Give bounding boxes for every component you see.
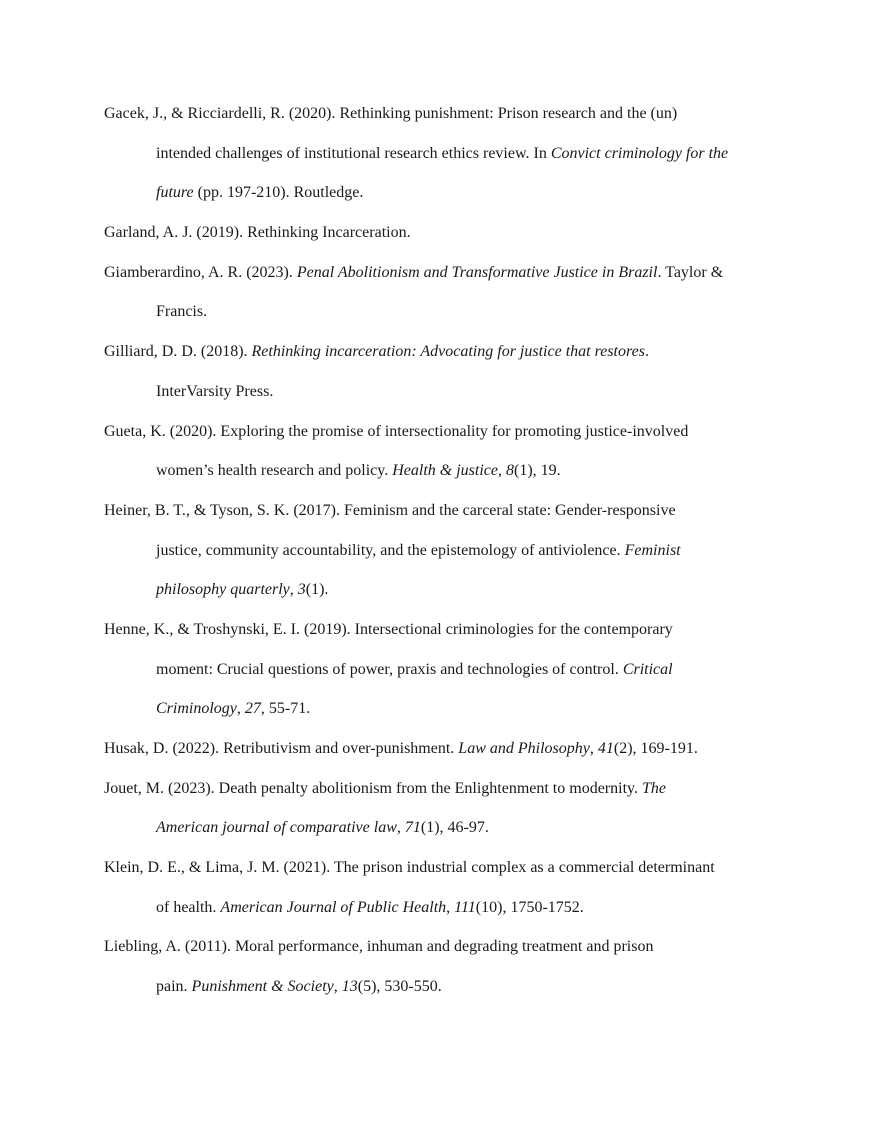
text-segment: moment: Crucial questions of power, praxis and technologies of control. [156,660,623,678]
reference-entry-giamberardino [104,259,784,338]
text-segment: , [396,819,405,837]
reference-entry-gacek [104,100,784,219]
italic-text: future [156,184,194,202]
text-segment: justice, community accountability, and the epistemology of antiviolence. [156,541,625,559]
reference-continuation-line [104,894,784,934]
text-segment: intended challenges of institutional research ethics review. In [156,144,551,162]
text-segment: , [446,898,455,916]
italic-text: Convict criminology for the [550,144,729,162]
italic-text: 3 [297,581,306,599]
italic-text: Feminist [624,541,681,559]
reference-continuation-line [104,695,784,735]
text-segment: Henne, K., & Troshynski, E. I. (2019). Intersectional criminologies for the contemporary [104,620,673,638]
text-segment: (5), 530-550. [357,978,442,996]
reference-entry-heiner [104,497,784,616]
reference-entry-jouet [104,775,784,854]
italic-text: American journal of comparative law [156,819,397,837]
reference-continuation-line [104,814,784,854]
text-segment: , [589,740,598,757]
reference-first-line [104,933,784,973]
text-segment: Garland, A. J. (2019). Rethinking Incarceration. [104,224,411,242]
text-segment: Gilliard, D. D. (2018). [104,343,252,361]
reference-first-line [104,338,784,378]
text-segment: , [289,581,298,599]
text-segment: InterVarsity Press. [156,382,274,400]
italic-text: 111 [454,898,476,916]
reference-entry-garland [104,219,784,259]
text-segment: (2), 169-191. [613,740,698,757]
text-segment: (1), 19. [513,462,561,480]
italic-text: 27 [244,700,261,718]
reference-continuation-line [104,179,784,219]
text-segment: . Taylor & [657,263,724,281]
reference-entry-gilliard [104,338,784,417]
reference-entry-liebling [104,933,784,1012]
italic-text: Punishment & Society [191,978,334,996]
reference-first-line [104,616,784,656]
reference-first-line [104,259,784,299]
italic-text: 13 [341,978,358,996]
text-segment: , [236,700,245,718]
text-segment: Francis. [156,303,208,321]
text-segment: women’s health research and policy. [156,462,393,480]
text-segment: Gueta, K. (2020). Exploring the promise of intersectionality for promoting justice-involved [104,422,689,440]
reference-continuation-line [104,298,784,338]
italic-text: Criminology [156,700,237,718]
italic-text: American Journal of Public Health [220,898,447,916]
text-segment: , 55-71. [260,700,311,718]
reference-first-line [104,100,784,140]
reference-entry-henne [104,616,784,735]
reference-first-line [104,219,784,259]
italic-text: 41 [597,740,614,757]
reference-first-line [104,775,784,815]
reference-continuation-line [104,457,784,497]
italic-text: Health & justice [392,462,498,480]
text-segment: , [333,978,342,996]
text-segment: (1). [305,581,329,599]
italic-text: Critical [622,660,673,678]
text-segment: Husak, D. (2022). Retributivism and over-punishment. [104,740,459,757]
text-segment: Jouet, M. (2023). Death penalty abolitionism from the Enlightenment to modernity. [104,779,642,797]
reference-entry-klein [104,854,784,933]
reference-continuation-line [104,537,784,577]
text-segment: (pp. 197-210). Routledge. [193,184,364,202]
text-segment: pain. [156,978,192,996]
italic-text: philosophy quarterly [156,581,290,599]
text-segment: , [497,462,506,480]
text-segment: Liebling, A. (2011). Moral performance, inhuman and degrading treatment and prison [104,938,654,956]
reference-continuation-line [104,378,784,418]
reference-continuation-line [104,656,784,696]
italic-text: 71 [404,819,421,837]
text-segment: Klein, D. E., & Lima, J. M. (2021). The prison industrial complex as a commercial determinant [104,859,715,877]
reference-list [104,100,784,1013]
text-segment: Heiner, B. T., & Tyson, S. K. (2017). Feminism and the carceral state: Gender-responsive [104,501,676,519]
text-segment: of health. [156,898,221,916]
reference-first-line [104,418,784,458]
text-segment: Giamberardino, A. R. (2023). [104,263,297,281]
reference-continuation-line [104,973,784,1013]
italic-text: Penal Abolitionism and Transformative Justice in Brazil [296,263,658,281]
text-segment: (10), 1750-1752. [475,898,584,916]
italic-text: Rethinking incarceration: Advocating for justice that restores [251,343,645,361]
reference-continuation-line [104,576,784,616]
italic-text: 8 [505,462,514,480]
italic-text: Law and Philosophy [458,740,590,757]
reference-first-line [104,854,784,894]
italic-text: The [641,779,666,797]
text-segment: . [644,343,649,361]
reference-entry-husak [104,735,784,775]
reference-entry-gueta [104,418,784,497]
reference-continuation-line [104,140,784,180]
reference-first-line [104,735,784,775]
text-segment: Gacek, J., & Ricciardelli, R. (2020). Rethinking punishment: Prison research and the (un) [104,105,678,122]
text-segment: (1), 46-97. [420,819,489,837]
reference-first-line [104,497,784,537]
